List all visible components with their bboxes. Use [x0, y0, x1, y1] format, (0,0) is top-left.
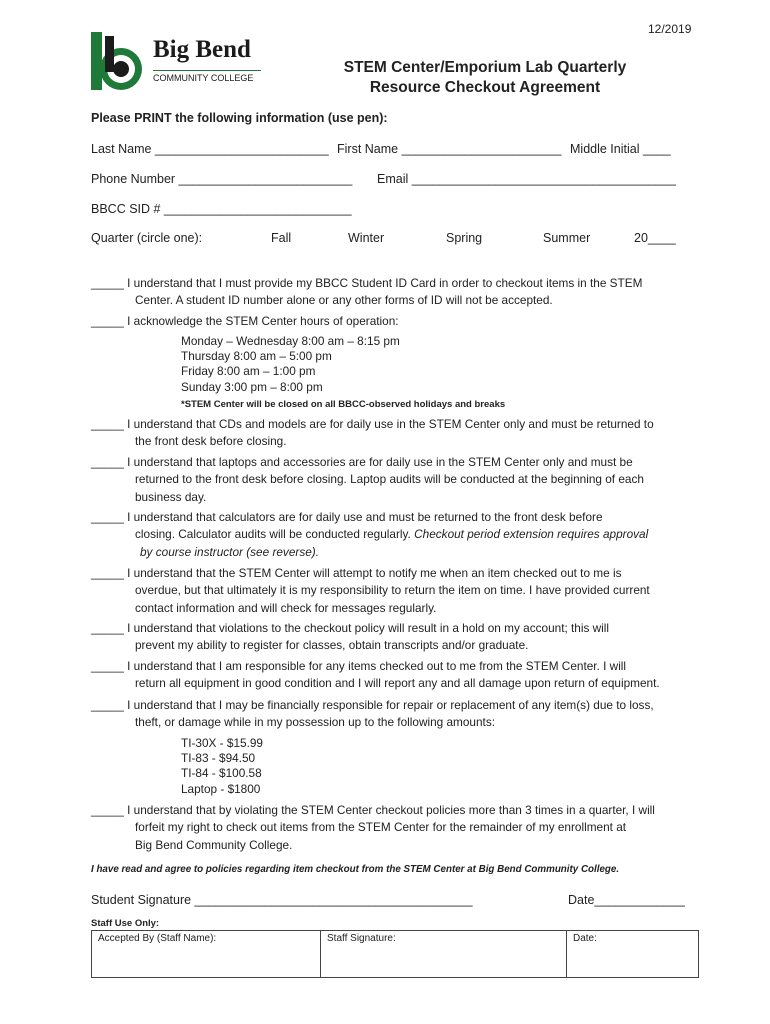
price-line: TI-84 - $100.58: [181, 766, 262, 781]
item-line: contact information and will check for messages regularly.: [135, 600, 437, 615]
list-item: [91, 454, 644, 506]
staff-date-label: Date:: [573, 933, 597, 944]
item-line: forfeit my right to check out items from the STEM Center for the remainder of my enrollment at: [135, 820, 627, 835]
item-line: the front desk before closing.: [135, 434, 287, 449]
logo-mark-icon: [91, 32, 151, 94]
price-line: TI-83 - $94.50: [181, 751, 256, 766]
item-line: Big Bend Community College.: [135, 837, 293, 852]
item-line: returned to the front desk before closing. Laptop audits will be conducted at the beginning of each: [135, 472, 644, 487]
item-line: _____ I understand that laptops and accessories are for daily use in the STEM Center only and must be: [91, 455, 633, 469]
item-line: _____ I understand that I must provide my BBCC Student ID Card in order to checkout items in the STEM: [91, 276, 643, 290]
title-line-1: STEM Center/Emporium Lab Quarterly: [343, 59, 627, 76]
logo-subtitle: COMMUNITY COLLEGE: [153, 73, 254, 83]
staff-date-cell[interactable]: [567, 931, 698, 977]
item-line-italic: by course instructor (see reverse).: [140, 544, 319, 559]
staff-use-heading: Staff Use Only:: [91, 918, 160, 929]
item-line: _____ I understand that by violating the STEM Center checkout policies more than 3 times in a quarter, I will: [91, 803, 655, 817]
hours-list: [181, 334, 400, 395]
item-line: _____ I understand that I am responsible for any items checked out to me from the STEM Center. I will: [91, 659, 627, 673]
logo-name: Big Bend: [153, 36, 251, 63]
quarter-winter[interactable]: Winter: [348, 231, 385, 245]
logo-divider: [153, 70, 261, 71]
item-line: _____ I understand that calculators are for daily use and must be returned to the front desk before: [91, 510, 603, 524]
item-line: _____ I understand that the STEM Center will attempt to notify me when an item checked out to me is: [91, 566, 622, 580]
date-code: 12/2019: [648, 22, 692, 36]
item-line: _____ I understand that violations to the checkout policy will result in a hold on my account; this will: [91, 621, 610, 635]
title-line-2: Resource Checkout Agreement: [369, 79, 601, 96]
phone-field[interactable]: Phone Number _________________________: [91, 172, 353, 186]
hours-line: Sunday 3:00 pm – 8:00 pm: [181, 379, 323, 394]
staff-signature-label: Staff Signature:: [327, 933, 396, 944]
agreement-statement: I have read and agree to policies regarding item checkout from the STEM Center at Big Bend Community College.: [91, 864, 620, 875]
staff-signature-cell[interactable]: [321, 931, 567, 977]
list-item: [91, 275, 642, 310]
quarter-label: Quarter (circle one):: [91, 231, 203, 245]
list-item: [91, 658, 660, 693]
item-line: _____ I acknowledge the STEM Center hours of operation:: [91, 314, 399, 328]
item-line: overdue, but that ultimately it is my responsibility to return the item on time. I have provided current: [135, 583, 650, 598]
item-line-italic: Checkout period extension requires approval: [414, 527, 649, 542]
hours-line: Monday – Wednesday 8:00 am – 8:15 pm: [181, 334, 400, 348]
list-item: [91, 620, 609, 655]
last-name-field[interactable]: Last Name _________________________: [91, 142, 329, 156]
price-list: [181, 736, 263, 797]
item-line: prevent my ability to register for classes, obtain transcripts and/or graduate.: [135, 638, 529, 653]
list-item: [91, 416, 654, 451]
item-line: closing. Calculator audits will be conducted regularly.: [135, 527, 415, 542]
list-item: [91, 509, 648, 561]
quarter-spring[interactable]: Spring: [446, 231, 483, 245]
page-title: [315, 58, 655, 98]
staff-use-table: [91, 930, 699, 978]
list-item: [91, 313, 399, 330]
instructions: Please PRINT the following information (use pen):: [91, 111, 388, 125]
college-logo: [91, 32, 266, 94]
date-field[interactable]: Date_____________: [568, 893, 685, 907]
item-line: _____ I understand that I may be financially responsible for repair or replacement of any item(s) due to loss,: [91, 698, 654, 712]
price-line: Laptop - $1800: [181, 781, 261, 796]
quarter-fall[interactable]: Fall: [271, 231, 292, 245]
list-item: [91, 565, 650, 617]
item-line: theft, or damage while in my possession up to the following amounts:: [135, 715, 496, 730]
item-line: _____ I understand that CDs and models are for daily use in the STEM Center only and must be returned to: [91, 417, 654, 431]
item-line: Center. A student ID number alone or any other forms of ID will not be accepted.: [135, 293, 553, 308]
list-item: [91, 802, 655, 854]
sid-field[interactable]: BBCC SID # ___________________________: [91, 202, 352, 216]
first-name-field[interactable]: First Name _______________________: [337, 142, 562, 156]
email-field[interactable]: Email ______________________________________: [377, 172, 676, 186]
quarter-summer[interactable]: Summer: [543, 231, 591, 245]
middle-initial-field[interactable]: Middle Initial ____: [570, 142, 671, 156]
quarter-year-field[interactable]: 20____: [634, 231, 676, 245]
list-item: [91, 697, 654, 732]
hours-line: Friday 8:00 am – 1:00 pm: [181, 364, 316, 379]
holiday-note: *STEM Center will be closed on all BBCC-observed holidays and breaks: [181, 399, 506, 410]
item-line: business day.: [135, 489, 207, 504]
price-line: TI-30X - $15.99: [181, 736, 263, 750]
accepted-by-label: Accepted By (Staff Name):: [98, 933, 217, 944]
accepted-by-cell[interactable]: [92, 931, 321, 977]
hours-line: Thursday 8:00 am – 5:00 pm: [181, 349, 332, 364]
item-line: return all equipment in good condition and I will report any and all damage upon return of equipment.: [135, 676, 660, 691]
student-signature-field[interactable]: Student Signature ________________________________________: [91, 893, 473, 907]
